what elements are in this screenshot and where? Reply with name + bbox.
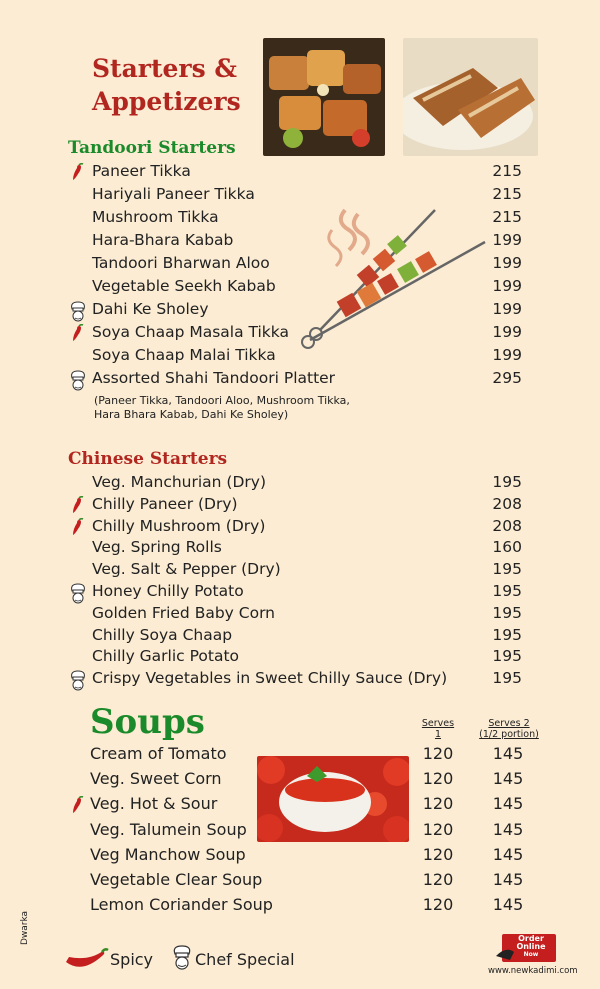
location-label: Dwarka [20, 910, 30, 945]
menu-item-price: 199 [492, 277, 522, 295]
soup-price-serves1: 120 [422, 744, 454, 763]
menu-item-price: 199 [492, 323, 522, 341]
menu-item-price: 195 [492, 560, 522, 579]
chili-icon [70, 324, 88, 344]
soup-price-serves1: 120 [422, 819, 454, 839]
soup-price-serves1: 120 [422, 844, 454, 864]
menu-item-row [92, 626, 522, 648]
menu-item-row [92, 473, 522, 495]
menu-item-row [92, 582, 522, 604]
chef-icon [70, 370, 88, 390]
menu-item-name: Chilly Garlic Potato [92, 647, 240, 666]
chili-icon [70, 518, 88, 538]
legend-spicy-label: Spicy [110, 950, 154, 969]
page-title-line2: Appetizers [92, 87, 241, 116]
tandoori-starters-heading: Tandoori Starters [68, 138, 236, 158]
menu-item-price: 195 [492, 669, 522, 688]
order-online-line1: Order [518, 934, 544, 943]
menu-item-name: Soya Chaap Masala Tikka [92, 323, 289, 341]
soup-item-name: Veg. Talumein Soup [90, 819, 247, 839]
chef-icon [70, 670, 88, 690]
kabab-roll-photo [403, 38, 538, 156]
menu-item-price: 208 [492, 494, 522, 513]
soup-price-serves2: 145 [492, 769, 524, 789]
menu-item-price: 195 [492, 582, 522, 600]
chili-icon [70, 796, 88, 816]
legend-chef-icon [172, 944, 192, 976]
soup-price-serves1: 120 [422, 769, 454, 789]
menu-item-name: Honey Chilly Potato [92, 582, 244, 600]
soup-item-name: Vegetable Clear Soup [90, 870, 263, 889]
serves2-header-line2: (1/2 portion) [479, 729, 539, 740]
serves2-header-line1: Serves 2 [488, 718, 530, 729]
soups-heading: Soups [90, 702, 205, 742]
menu-item-price: 199 [492, 231, 522, 249]
menu-item-name: Chilly Paneer (Dry) [92, 494, 238, 513]
menu-item-name: Chilly Mushroom (Dry) [92, 516, 266, 535]
menu-item-row [92, 604, 522, 626]
menu-item-row [92, 669, 522, 691]
paneer-tikka-photo [263, 38, 385, 156]
legend-chef-label: Chef Special [195, 950, 295, 969]
soup-item-name: Cream of Tomato [90, 744, 227, 763]
soup-item-name: Veg. Sweet Corn [90, 769, 222, 789]
menu-item-price: 199 [492, 254, 522, 272]
platter-note-line1: (Paneer Tikka, Tandoori Aloo, Mushroom Tikka, [94, 394, 350, 407]
menu-item-name: Veg. Spring Rolls [92, 538, 222, 557]
menu-item-price: 215 [492, 162, 522, 180]
soup-price-serves1: 120 [422, 794, 454, 814]
order-online-line3: Now [523, 951, 539, 958]
menu-item-row [92, 185, 522, 207]
serves2-header [478, 718, 540, 740]
order-online-line2: Online [516, 942, 546, 951]
menu-item-row [92, 517, 522, 539]
soup-item-name: Veg. Hot & Sour [90, 794, 218, 814]
menu-item-name: Vegetable Seekh Kabab [92, 277, 276, 295]
chili-icon [70, 496, 88, 516]
menu-item-price: 295 [492, 369, 522, 387]
menu-item-name: Assorted Shahi Tandoori Platter [92, 369, 336, 387]
menu-item-name: Chilly Soya Chaap [92, 625, 233, 644]
soup-price-serves1: 120 [422, 870, 454, 889]
menu-item-row [92, 647, 522, 669]
menu-item-row [92, 277, 522, 299]
legend-chili-icon [63, 948, 109, 974]
menu-item-price: 160 [492, 538, 522, 557]
menu-item-price: 195 [492, 603, 522, 622]
menu-item-name: Golden Fried Baby Corn [92, 603, 275, 622]
menu-item-price: 195 [492, 647, 522, 666]
soup-price-serves2: 145 [492, 744, 524, 763]
menu-item-name: Soya Chaap Malai Tikka [92, 346, 276, 364]
chinese-starters-heading: Chinese Starters [68, 449, 228, 469]
menu-item-price: 199 [492, 300, 522, 318]
menu-item-price: 195 [492, 473, 522, 491]
menu-item-row [92, 538, 522, 560]
menu-item-name: Crispy Vegetables in Sweet Chilly Sauce (Dry) [92, 669, 448, 688]
menu-item-name: Veg. Salt & Pepper (Dry) [92, 560, 281, 579]
soup-price-serves2: 145 [492, 844, 524, 864]
soup-price-serves2: 145 [492, 870, 524, 889]
menu-item-row [92, 254, 522, 276]
soup-price-serves2: 145 [492, 794, 524, 814]
menu-item-row [92, 495, 522, 517]
menu-item-price: 195 [492, 625, 522, 644]
soup-item-name: Veg Manchow Soup [90, 844, 246, 864]
menu-item-price: 215 [492, 208, 522, 226]
order-online-badge[interactable] [496, 934, 558, 964]
menu-item-name: Paneer Tikka [92, 162, 191, 180]
tomato-soup-photo [257, 756, 409, 842]
menu-item-row [92, 560, 522, 582]
menu-item-name: Hariyali Paneer Tikka [92, 185, 255, 203]
platter-note [94, 394, 394, 422]
menu-item-row [92, 323, 522, 345]
soup-price-serves2: 145 [492, 819, 524, 839]
website-link[interactable]: www.newkadimi.com [488, 966, 578, 976]
soup-price-serves2: 145 [492, 895, 524, 915]
platter-note-line2: Hara Bhara Kabab, Dahi Ke Sholey) [94, 408, 289, 421]
menu-item-name: Tandoori Bharwan Aloo [92, 254, 270, 272]
menu-item-row [92, 231, 522, 253]
menu-item-row [92, 346, 522, 368]
soup-item-name: Lemon Coriander Soup [90, 895, 273, 915]
page-title-line1: Starters & [92, 54, 237, 83]
chili-icon [70, 163, 88, 183]
menu-item-row [92, 162, 522, 184]
menu-item-price: 215 [492, 185, 522, 203]
menu-item-name: Mushroom Tikka [92, 208, 219, 226]
soup-price-serves1: 120 [422, 895, 454, 915]
menu-item-row [92, 369, 522, 391]
page-title [92, 52, 241, 118]
menu-item-price: 208 [492, 516, 522, 535]
menu-item-price: 199 [492, 346, 522, 364]
chef-icon [70, 301, 88, 321]
chef-icon [70, 583, 88, 603]
serves1-header: Serves 1 [421, 718, 455, 740]
menu-item-name: Hara-Bhara Kabab [92, 231, 234, 249]
menu-item-name: Dahi Ke Sholey [92, 300, 209, 318]
menu-item-name: Veg. Manchurian (Dry) [92, 473, 266, 491]
menu-item-row [92, 300, 522, 322]
menu-item-row [92, 208, 522, 230]
